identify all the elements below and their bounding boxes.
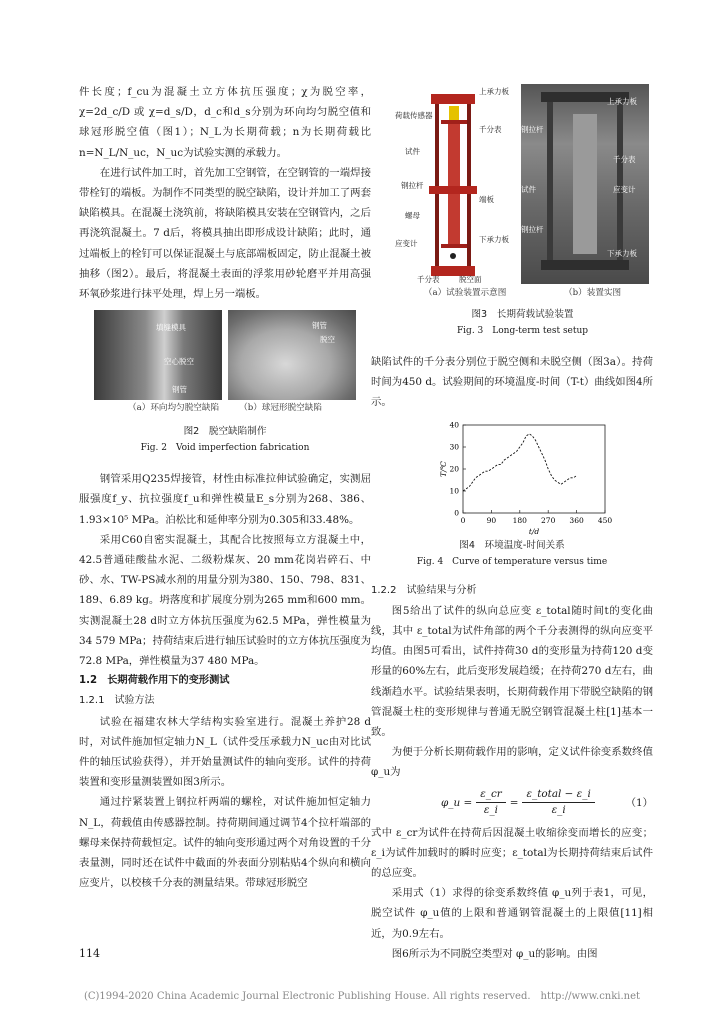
x-tick-label: 90 <box>486 515 497 525</box>
copyright-footer: (C)1994-2020 China Academic Journal Electronic Publishing House. All rights reserved. http://www.cnki.net <box>83 991 641 1002</box>
fig2a-label-3: 钢管 <box>172 385 187 395</box>
fig2a-label-1: 填缝模具 <box>156 323 186 333</box>
formula-f2-num: ε_total − ε_i <box>522 787 594 803</box>
fig3a-label-3: 千分表 <box>479 125 502 134</box>
x-tick-label: 180 <box>512 515 527 525</box>
fig3a-label-5: 钢拉杆 <box>401 181 424 190</box>
fig3b-label-4: 应变计 <box>613 185 636 194</box>
section-1-2-heading: 1.2 长期荷载作用下的变形测试 <box>79 675 230 687</box>
fig3a-label-1: 上承力板 <box>479 87 509 96</box>
formula-f1-den: ε_i <box>483 804 499 817</box>
section-1-2-2-heading: 1.2.2 试验结果与分析 <box>371 584 477 596</box>
section-1-2-1-heading: 1.2.1 试验方法 <box>79 695 155 707</box>
fig4-caption-cn: 图4 环境温度-时间关系 <box>459 539 565 551</box>
fig3-photo <box>521 84 649 284</box>
fig3-subcaption-b: （b）装置实图 <box>564 288 622 298</box>
formula-lhs: φ_u = <box>441 796 473 809</box>
definition-paragraph: 为便于分析长期荷载作用的影响，定义试件徐变系数终值 φ_u为 <box>371 746 653 779</box>
fig3b-label-7: 下承力板 <box>607 249 637 258</box>
fig2-subcaption-b: （b）球冠形脱空缺陷 <box>239 403 322 414</box>
fig2-photo-a <box>94 310 222 400</box>
fig2-photo-b <box>228 310 356 400</box>
y-tick-label: 20 <box>449 464 459 474</box>
figure-2 <box>79 310 371 455</box>
x-axis-label: t/d <box>528 526 540 536</box>
fig3b-label-6: 钢拉杆 <box>521 225 544 234</box>
fig3b-label-3: 千分表 <box>613 155 636 164</box>
y-tick-label: 0 <box>454 508 459 518</box>
right-paragraph-1: 缺陷试件的千分表分别位于脱空侧和未脱空侧（图3a）。持荷时间为450 d。试验期间的环境温度-时间（T-t）曲线如图4所示。 <box>371 356 653 409</box>
temperature-chart <box>371 417 653 543</box>
equation-1 <box>371 783 653 823</box>
y-tick-label: 40 <box>449 420 459 430</box>
fig3a-label-6: 端板 <box>479 195 494 204</box>
formula-fraction-2 <box>522 787 594 818</box>
left-column <box>79 82 371 894</box>
fig2b-label-2: 脱空 <box>320 335 335 345</box>
fig2-caption-cn: 图2 脱空缺陷制作 <box>183 426 267 438</box>
loading-paragraph: 通过拧紧装置上钢拉杆两端的螺栓，对试件施加恒定轴力N_L，荷载值由传感器控制。持荷期间通过调节4个拉杆端部的螺母来保持荷载恒定。试件的轴向变形通过两个对角设置的千分表量测，同时还在试件中截面的外表面分别粘贴4个纵向和横向应变片，以校核千分表的测量结果。带球冠形脱空 <box>79 796 371 890</box>
y-tick-label: 10 <box>449 486 459 496</box>
results-paragraph: 图5给出了试件的纵向总应变 ε_total随时间t的变化曲线，其中 ε_total为试件角部的两个千分表测得的纵向应变平均值。由图5可看出，试件持荷30 d的变形量为持荷120 d变形量的60%左右，此后变形发展趋缓；在持荷270 d左右，曲线渐趋水平。试验结果表明，长期荷载作用下带脱空缺陷的钢管混凝土柱的变形规律与普通无脱空钢管混凝土柱[1]基本一致。 <box>371 604 653 739</box>
formula-f2-den: ε_i <box>551 804 566 817</box>
fig3a-label-10: 千分表 <box>417 275 440 284</box>
temperature-series-line <box>463 433 577 490</box>
x-tick-label: 360 <box>569 515 584 525</box>
page-number: 114 <box>79 947 100 960</box>
fig2-caption-en: Fig. 2 Void imperfection fabrication <box>140 443 310 454</box>
fig4-caption-en: Fig. 4 Curve of temperature versus time <box>416 556 608 567</box>
fabrication-paragraph: 在进行试件加工时，首先加工空钢管，在空钢管的一端焊接带栓钉的端板。为制作不同类型的脱空缺陷，设计并加工了两套缺陷模具。在混凝土浇筑前，将缺陷模具安装在空钢管内，之后再浇筑混凝土。7 d后，将模具抽出即形成设计缺陷；此时，通过端板上的栓钉可以保证混凝土与底部端板固定，防止混凝土被抽移（图2）。最后，将混凝土表面的浮浆用砂轮磨平并用高强环氧砂浆进行抹平处理，焊上另一端板。 <box>79 166 371 301</box>
symbols-paragraph: 式中 ε_cr为试件在持荷后因混凝土收缩徐变而增长的应变；ε_i为试件加载时的瞬时应变；ε_total为长期持荷结束后试件的总应变。 <box>371 826 653 880</box>
x-tick-label: 0 <box>460 515 466 525</box>
concrete-paragraph: 采用C60自密实混凝土，其配合比按照每立方混凝土中，42.5普通硅酸盐水泥、二级粉煤灰、20 mm花岗岩碎石、中砂、水、TW-PS减水剂的用量分别为380、150、798、831、189、6.89 kg。坍落度和扩展度分别为265 mm和600 mm。实测混凝土28 d时立方体抗压强度为62.5 MPa，弹性模量为34 579 MPa；持荷结束后进行轴压试验时的立方体抗压强度为72.8 MPa，弹性模量为37 480 MPa。 <box>79 533 371 668</box>
fig6-paragraph: 图6所示为不同脱空类型对 φ_u的影响。由图 <box>391 947 598 960</box>
steel-paragraph: 钢管采用Q235焊接管，材性由标准拉伸试验确定，实测屈服强度f_y、抗拉强度f_u和弹性模量E_s分别为268、386、1.93×10⁵ MPa。泊松比和延伸率分别为0.305和33.48%。 <box>79 473 371 526</box>
fig2a-label-2: 空心脱空 <box>164 357 194 367</box>
right-column <box>371 352 653 964</box>
fig2-subcaption-a: （a）环向均匀脱空缺陷 <box>128 403 220 414</box>
formula-fraction-1 <box>476 787 506 818</box>
chart-frame <box>463 425 605 513</box>
figure-3 <box>395 84 650 338</box>
x-tick-label: 450 <box>597 515 613 525</box>
y-axis-label: T/℃ <box>439 460 448 477</box>
method-paragraph: 试验在福建农林大学结构实验室进行。混凝土养护28 d时，对试件施加恒定轴力N_L（试件受压承载力N_uc由对比试件的轴压试验获得），并开始量测试件的轴向变形。试件的持荷装置和变形量测装置如图3所示。 <box>79 715 371 789</box>
fig3a-label-11: 脱空面 <box>459 275 482 284</box>
fig3-schematic <box>395 84 513 284</box>
formula-f1-num: ε_cr <box>476 787 506 803</box>
fig3a-label-4: 试件 <box>405 147 420 156</box>
creep-paragraph: 采用式（1）求得的徐变系数终值 φ_u列于表1，可见，脱空试件 φ_u值的上限和普通钢管混凝土的上限值[11]相近，为0.9左右。 <box>371 887 653 940</box>
fig3-caption-cn: 图3 长期荷载试验装置 <box>471 309 574 320</box>
equation-number: （1） <box>625 796 653 809</box>
fig3a-label-8: 下承力板 <box>479 235 509 244</box>
intro-paragraph: 件长度；f_cu为混凝土立方体抗压强度；χ为脱空率，χ=2d_c/D 或 χ=d_s/D，d_c和d_s分别为环向均匀脱空值和球冠形脱空值（图1）；N_L为长期荷载；n为长期荷载比 n=N_L/N_uc，N_uc为试验实测的承载力。 <box>79 86 371 159</box>
fig2b-label-1: 钢管 <box>312 321 327 331</box>
y-tick-label: 30 <box>449 442 459 452</box>
fig3a-label-2: 荷载传感器 <box>395 111 433 120</box>
fig3b-label-5: 试件 <box>521 185 536 194</box>
fig3-subcaption-a: （a）试验装置示意图 <box>423 288 507 298</box>
x-tick-label: 270 <box>541 515 556 525</box>
fig3b-label-2: 钢拉杆 <box>521 125 544 134</box>
formula-equals: = <box>509 796 519 809</box>
fig3-caption-en: Fig. 3 Long-term test setup <box>456 326 589 336</box>
fig3a-label-9: 应变计 <box>395 239 418 248</box>
fig3a-label-7: 螺母 <box>405 211 420 220</box>
fig3b-label-1: 上承力板 <box>607 97 637 106</box>
figure-4 <box>371 417 653 573</box>
